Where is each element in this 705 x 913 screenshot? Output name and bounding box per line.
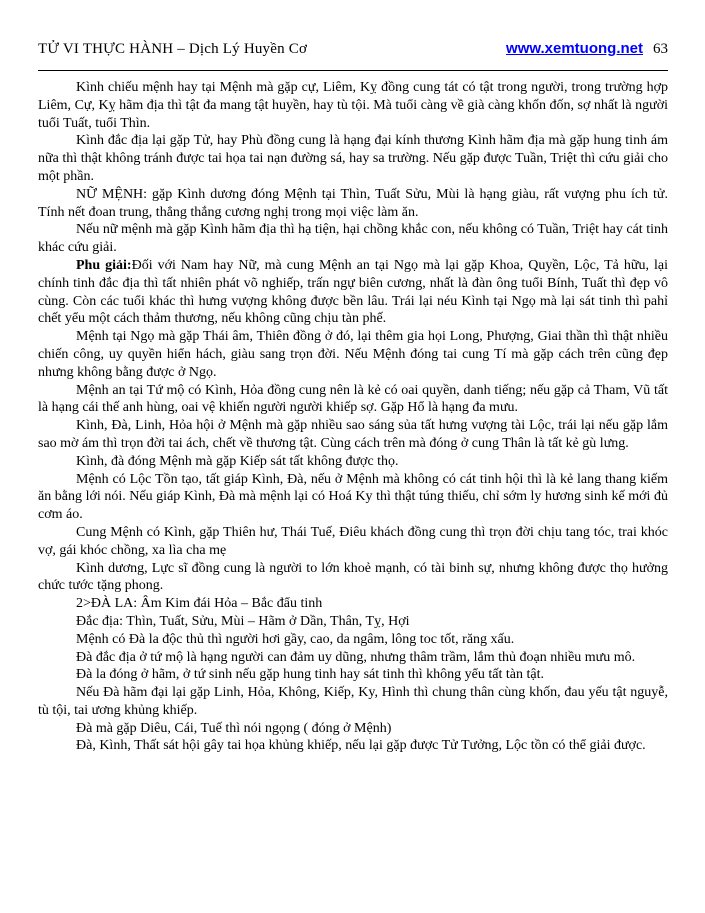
paragraph: [38, 720, 668, 738]
paragraph-text: Đà, Kình, Thất sát hội gây tai họa khủng khiếp, nếu lại gặp được Tử Tưởng, Lộc tồn có thể giải được.: [76, 738, 646, 754]
paragraph-text: Đà mà gặp Diêu, Cái, Tuế thì nói ngọng ( đóng ở Mệnh): [76, 720, 392, 736]
paragraph-text: Cung Mệnh có Kình, gặp Thiên hư, Thái Tuế, Điêu khách đồng cung thì trọn đời chịu tang tóc, trai khóc vợ, gái khóc chồng, xa lìa cha mẹ: [38, 524, 668, 558]
paragraph: [38, 79, 668, 132]
paragraph-text: Kình, Đà, Linh, Hỏa hội ở Mệnh mà gặp nhiều sao sáng sủa tất hưng vượng tài Lộc, trái lại nếu gặp lắm sao mờ ám thì trọn đời tai ách, chết về thương tật. Cùng cách trên mà đóng ở cung Thân là tất kẻ gù lưng.: [38, 418, 668, 451]
paragraph: [38, 649, 668, 667]
paragraph-text: Đối với Nam hay Nữ, mà cung Mệnh an tại Ngọ mà lại gặp Khoa, Quyền, Lộc, Tả hữu, lại chính tinh đắc địa thì tất nhiên phát võ nghiếp, trấn ngự biên cương, nhất là đàn ông tuổi Bính, Tuất thì đẹp vô cùng. Còn các tuổi khác thì hưng vượng không được bền lâu. Trái lại néu Kình tại Ngọ mà lại sát tinh thì pahỉ chết yểu một cách thảm thương, nếu không cũng chịu tàn phế.: [38, 257, 668, 327]
paragraph: [38, 560, 668, 596]
paragraph-text: Mệnh an tại Tứ mộ có Kình, Hỏa đồng cung nên là kẻ có oai quyền, danh tiếng; nếu gặp cả Tham, Vũ tất là hạng cái thế anh hùng, oai vệ khiến người người khiếp sợ. Gặp Hổ là hạng đa mưu.: [38, 382, 668, 416]
paragraph: [38, 684, 668, 720]
paragraph-text: Mệnh có Lộc Tồn tạo, tất giáp Kình, Đà, nếu ở Mệnh mà không có cát tinh hội thì là kẻ lang thang kiếm ăn bằng lới nói. Nếu giáp Kình, Đà mà mệnh lại có Hoá Ky thì thật túng thiếu, chỉ sớm ly hương sinh kế mới đủ cơm áo.: [38, 471, 668, 523]
paragraph: [38, 221, 668, 257]
paragraph-text: Kình dương, Lực sĩ đồng cung là người to lớn khoẻ mạnh, có tài binh sự, nhưng không được thọ hưởng chức tước tặng phong.: [38, 560, 668, 594]
page-number: 63: [653, 41, 668, 57]
page-header: [38, 40, 668, 71]
paragraph: [38, 382, 668, 418]
paragraph-text: Kình chiếu mệnh hay tại Mệnh mà gặp cự, Liêm, Kỵ đồng cung tát có tật trong người, trong trường hợp Liêm, Cự, Kỵ hãm địa thì tật đa mang tật huyền, hay tù tội. Mà tuổi càng về già càng khốn đốn, sợ nhất là người tuổi Tuất, tuổi Thìn.: [38, 80, 668, 131]
paragraph: [38, 631, 668, 649]
paragraph: [38, 132, 668, 185]
paragraph-text: Nếu Đà hãm đại lại gặp Linh, Hỏa, Không, Kiếp, Ky, Hình thì chung thân cùng khốn, đau yếu tật nguyễ, tù tội, tai ương khủng khiếp.: [38, 685, 668, 718]
document-body: [38, 79, 668, 755]
paragraph: [38, 666, 668, 684]
paragraph: [38, 328, 668, 381]
header-right: [506, 40, 668, 58]
paragraph: [38, 737, 668, 755]
paragraph-text: Kình, đà đóng Mệnh mà gặp Kiếp sát tất không được thọ.: [76, 453, 399, 469]
paragraph: [38, 417, 668, 453]
book-title: TỬ VI THỰC HÀNH – Dịch Lý Huyền Cơ: [38, 41, 308, 57]
paragraph-text: Mệnh có Đà la độc thủ thì người hơi gầy, cao, da ngâm, lông toc tốt, răng xấu.: [76, 631, 515, 647]
paragraph-text: Đắc địa: Thìn, Tuất, Sửu, Mùi – Hãm ở Dần, Thân, Tỵ, Hợi: [76, 613, 410, 629]
paragraph: [38, 613, 668, 631]
paragraph-text: Mệnh tại Ngọ mà gặp Thái âm, Thiên đồng ở đó, lại thêm gia họi Long, Phượng, Giai thần thì thật nhiều chiến công, uy quyền hiển hách, giàu sang trọn đời. Nếu Mệnh đóng tai cung Tí mà gặp cách trên cũng đẹp nhưng không bằng được ở Ngọ.: [38, 329, 668, 380]
paragraph-text: Đà đắc địa ở tứ mộ là hạng người can đảm uy dũng, nhưng thâm trầm, lắm thủ đoạn nhiều mưu mô.: [76, 649, 636, 665]
paragraph-lead: Phu giải:: [76, 257, 132, 273]
paragraph: [38, 524, 668, 560]
paragraph-text: Nếu nữ mệnh mà gặp Kình hãm địa thì hạ tiện, hại chồng khắc con, nếu không có Tuần, Triệt hay cát tinh khác cứu giải.: [38, 222, 668, 256]
paragraph: [38, 257, 668, 328]
paragraph-text: NỮ MỆNH: gặp Kình dương đóng Mệnh tại Thìn, Tuất Sửu, Mùi là hạng giàu, rất vượng phu ích tử. Tính nết đoan trung, thẳng thắng cương nghị trong mọi việc làm ăn.: [38, 186, 668, 220]
paragraph-text: Kình đắc địa lại gặp Tử, hay Phù đồng cung là hạng đại kính thương Kình hãm địa mà gặp hung tinh ám nữa thì thật không tránh được tai họa tai nạn đường sá, hay sa trường. Nếu gặp được Tuần, Triệt thì cứu giải cho một phần.: [38, 133, 668, 184]
paragraph: [38, 471, 668, 524]
paragraph: [38, 595, 668, 613]
paragraph: [38, 453, 668, 471]
paragraph: [38, 186, 668, 222]
paragraph-text: Đà la đóng ở hãm, ở tứ sinh nếu gặp hung tinh hay sát tinh thì không yểu tất tàn tật.: [76, 667, 544, 683]
website-link[interactable]: www.xemtuong.net: [506, 40, 643, 57]
paragraph-text: 2>ĐÀ LA: Âm Kim đái Hỏa – Bắc đẩu tinh: [76, 596, 323, 612]
